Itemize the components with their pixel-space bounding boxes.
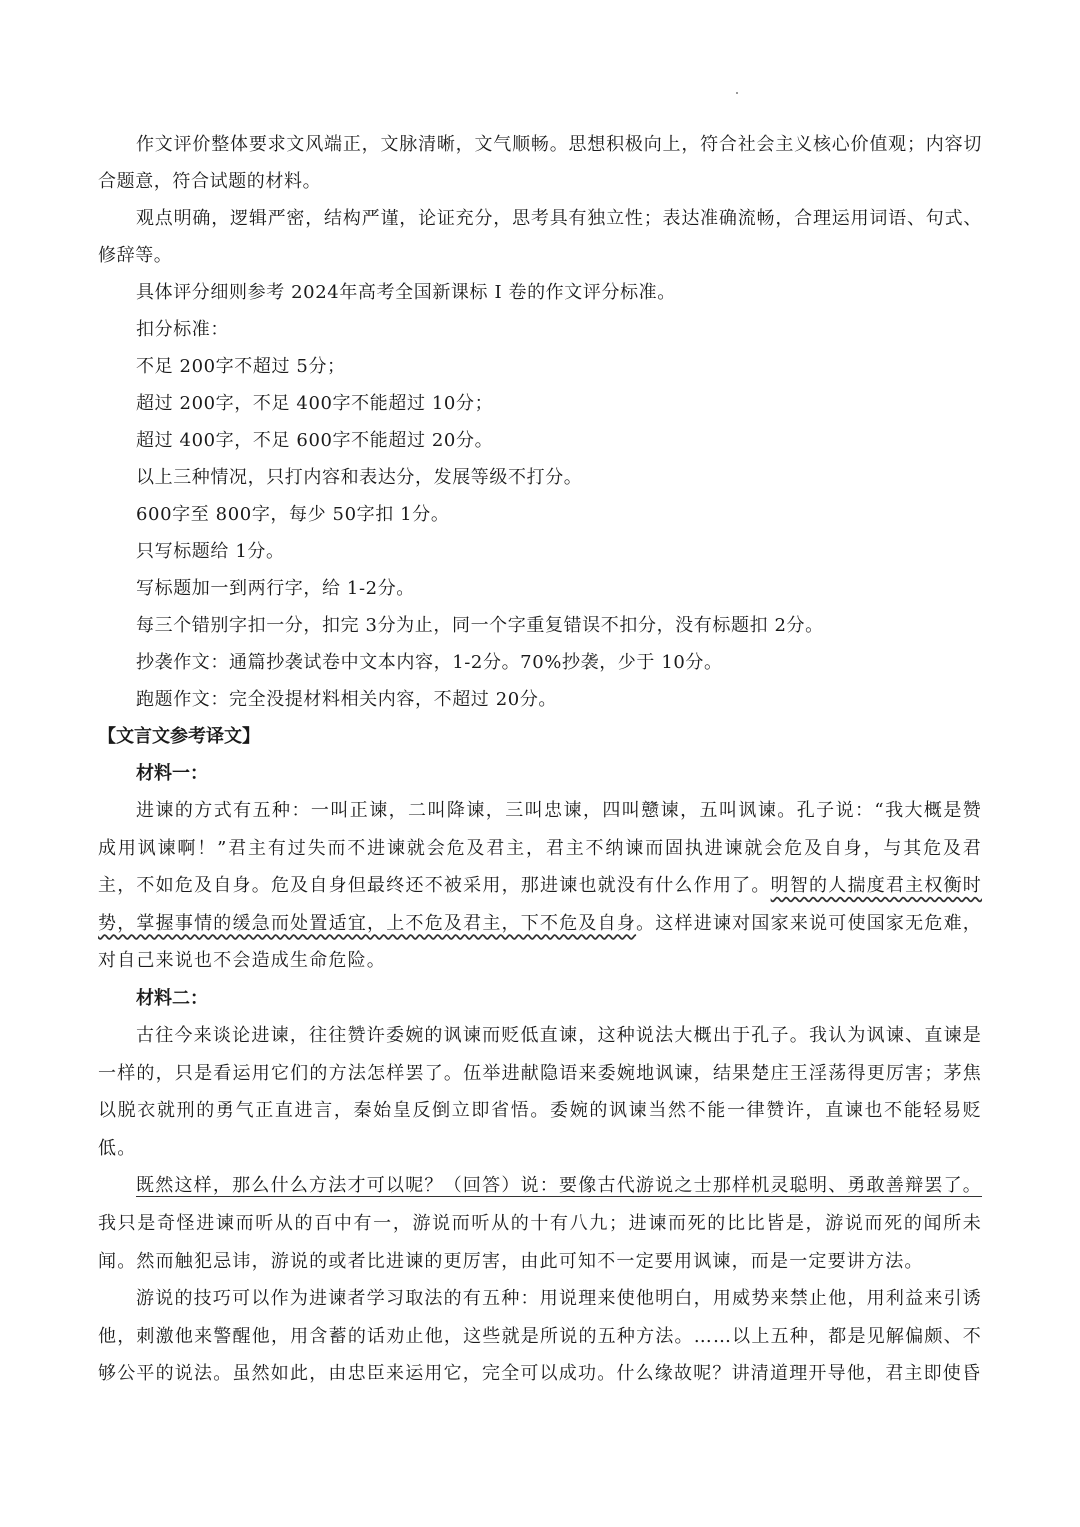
rule-item: 每三个错别字扣一分，扣完 3分为止，同一个字重复错误不扣分，没有标题扣 2分。 — [136, 615, 824, 636]
material-1-text: 进谏的方式有五种：一叫正谏，二叫降谏，三叫忠谏，四叫戆谏，五叫讽谏。孔子说：“我大概是赞成用讽谏啊！”君主有过失而不进谏就会危及君主，君主不纳谏而固执进谏就会危及自身，与其危及君主，不如危及自身。危及自身但最终还不被采用，那进谏也就没有什么作用了。 — [98, 800, 982, 897]
rule-item: 跑题作文：完全没提材料相关内容，不超过 20分。 — [136, 689, 558, 710]
rule-item: 不足 200字不超过 5分； — [136, 356, 346, 377]
material-2-paragraph-1: 古往今来谈论进谏，往往赞许委婉的讽谏而贬低直谏，这种说法大概出于孔子。我认为讽谏、直谏是一样的，只是看运用它们的方法怎样罢了。伍举进献隐语来委婉地讽谏，结果楚庄王淫荡得更厉害；茅焦以脱衣就刑的勇气正直进言，秦始皇反倒立即省悟。委婉的讽谏当然不能一律赞许，直谏也不能轻易贬低。 — [98, 1024, 982, 1159]
material-2-text: 我只是奇怪进谏而听从的百中有一，游说而听从的十有八九；进谏而死的比比皆是，游说而死的闻所未闻。然而触犯忌讳，游说的或者比进谏的更厉害，由此可知不一定要用讽谏，而是一定要讲方法。 — [98, 1212, 982, 1272]
material-1-paragraph — [98, 792, 982, 980]
rule-item: 抄袭作文：通篇抄袭试卷中文本内容，1-2分。70%抄袭，少于 10分。 — [136, 652, 723, 673]
material-1-title: 材料一： — [136, 763, 208, 784]
material-1-underlined: 明智的人揣度君主权衡时势，掌握事情的缓急而处置适宜，上不危及君主，下不危及自身 — [98, 875, 983, 934]
scoring-paragraph-1: 作文评价整体要求文风端正，文脉清晰，文气顺畅。思想积极向上，符合社会主义核心价值观；内容切合题意，符合试题的材料。 — [98, 134, 982, 192]
rule-item: 600字至 800字，每少 50字扣 1分。 — [136, 504, 450, 525]
rule-item: 写标题加一到两行字，给 1-2分。 — [136, 578, 415, 599]
rule-item: 超过 400字，不足 600字不能超过 20分。 — [136, 430, 494, 451]
material-2-paragraph-2 — [98, 1167, 982, 1280]
material-2-paragraph-3: 游说的技巧可以作为进谏者学习取法的有五种：用说理来使他明白，用威势来禁止他，用利益来引诱他，刺激他来警醒他，用含蓄的话劝止他，这些就是所说的五种方法。……以上五种，都是见解偏颇、不够公平的说法。虽然如此，由忠臣来运用它，完全可以成功。什么缘故呢？讲清道理开导他，君主即使昏 — [98, 1288, 982, 1385]
scoring-paragraph-3: 具体评分细则参考 2024年高考全国新课标 I 卷的作文评分标准。 — [136, 282, 676, 303]
scan-dot — [736, 92, 738, 94]
rule-item: 超过 200字，不足 400字不能超过 10分； — [136, 393, 494, 414]
document-page — [98, 126, 982, 1393]
material-2-title: 材料二： — [136, 987, 208, 1009]
rule-item: 只写标题给 1分。 — [136, 541, 285, 562]
material-2-underlined: 既然这样，那么什么方法才可以呢？（回答）说：要像古代游说之士那样机灵聪明、勇敢善辩罢了。 — [136, 1175, 982, 1197]
deduction-title: 扣分标准： — [136, 319, 229, 340]
rule-item: 以上三种情况，只打内容和表达分，发展等级不打分。 — [136, 467, 583, 488]
scoring-paragraph-2: 观点明确，逻辑严密，结构严谨，论证充分，思考具有独立性；表达准确流畅，合理运用词语、句式、修辞等。 — [98, 208, 982, 266]
material-1-text-end: 。这样进谏对国家来说可使国家无危难，对自己来说也不会造成生命危险。 — [98, 912, 982, 972]
section-title: 【文言文参考译文】 — [98, 726, 260, 747]
